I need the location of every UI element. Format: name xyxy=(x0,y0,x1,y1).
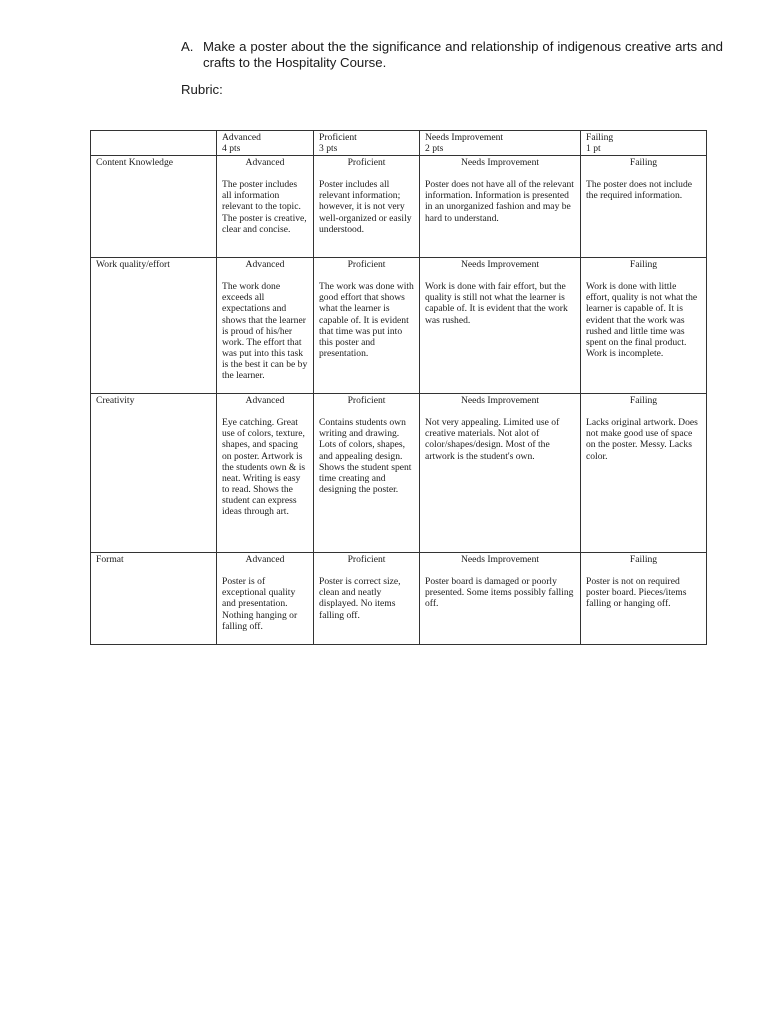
level-label: Advanced xyxy=(245,259,285,271)
level-label: Proficient xyxy=(347,157,386,169)
rubric-cell xyxy=(314,156,420,258)
criterion-cell: Work quality/effort xyxy=(91,258,217,394)
rubric-row-content-knowledge xyxy=(91,156,707,258)
rubric-row-work-quality xyxy=(91,258,707,394)
rubric-cell xyxy=(420,553,581,645)
header-criterion-cell xyxy=(91,131,217,156)
level-description: Poster is not on required poster board. Pieces/items falling or hanging off. xyxy=(586,576,687,610)
level-label: Proficient xyxy=(347,395,386,407)
rubric-cell xyxy=(581,394,707,553)
level-label: Failing xyxy=(629,259,658,271)
level-description: Poster includes all relevant information; however, it is not very well-organized or easily understood. xyxy=(319,179,412,235)
level-description: Lacks original artwork. Does not make good use of space on the poster. Messy. Lacks color. xyxy=(586,417,698,462)
header-points: 3 pts xyxy=(319,143,338,155)
level-label: Advanced xyxy=(245,395,285,407)
level-description: Work is done with little effort, quality is not what the learner is capable of. It is evident that the work was rushed and little time was spent on the final product. Work is incomplete. xyxy=(586,281,698,359)
header-points: 1 pt xyxy=(586,143,601,155)
header-proficient xyxy=(314,131,420,156)
rubric-cell xyxy=(581,258,707,394)
level-label: Proficient xyxy=(347,259,386,271)
rubric-header-row xyxy=(91,131,707,156)
rubric-row-creativity xyxy=(91,394,707,553)
level-description: The poster does not include the required information. xyxy=(586,179,693,202)
level-label: Proficient xyxy=(347,554,386,566)
level-label: Needs Improvement xyxy=(460,554,540,566)
instruction-text: Make a poster about the the significance and relationship of indigenous creative arts and crafts to the Hospitality Course. xyxy=(203,39,723,70)
level-description: Contains students own writing and drawing. Lots of colors, shapes, and appealing design. Shows the student spent time creating and designing the poster. xyxy=(319,417,412,495)
rubric-cell xyxy=(314,394,420,553)
criterion-cell: Format xyxy=(91,553,217,645)
rubric-label: Rubric: xyxy=(181,82,223,97)
rubric-cell xyxy=(420,394,581,553)
header-title: Advanced xyxy=(222,132,261,143)
level-description: The work was done with good effort that shows what the learner is capable of. It is evident that time was put into this poster and presentation. xyxy=(319,281,414,359)
header-points: 2 pts xyxy=(425,143,444,155)
level-label: Advanced xyxy=(245,157,285,169)
header-needs-improvement xyxy=(420,131,581,156)
level-label: Advanced xyxy=(245,554,285,566)
rubric-cell xyxy=(314,553,420,645)
instruction-item xyxy=(181,39,723,71)
instruction-marker: A. xyxy=(181,39,194,54)
level-label: Needs Improvement xyxy=(460,395,540,407)
level-description: Poster is correct size, clean and neatly displayed. No items falling off. xyxy=(319,576,401,621)
header-title: Needs Improvement xyxy=(425,132,504,143)
level-description: Poster board is damaged or poorly presented. Some items possibly falling off. xyxy=(425,576,574,610)
level-description: The poster includes all information relevant to the topic. The poster is creative, clear and concise. xyxy=(222,179,307,235)
rubric-cell xyxy=(420,156,581,258)
level-description: The work done exceeds all expectations and shows that the learner is proud of his/her work. The effort that was put into this task is the best it can be by the learner. xyxy=(222,281,308,382)
rubric-cell xyxy=(217,553,314,645)
header-points: 4 pts xyxy=(222,143,241,155)
rubric-row-format xyxy=(91,553,707,645)
rubric-cell xyxy=(217,258,314,394)
rubric-cell xyxy=(217,394,314,553)
rubric-cell xyxy=(581,156,707,258)
level-description: Poster does not have all of the relevant information. Information is presented in an unorganized fashion and may be hard to understand. xyxy=(425,179,574,224)
level-description: Eye catching. Great use of colors, texture, shapes, and spacing on poster. Artwork is the students own & is neat. Writing is easy to read. Shows the student can express ideas through art. xyxy=(222,417,306,518)
rubric-cell xyxy=(581,553,707,645)
level-description: Poster is of exceptional quality and presentation. Nothing hanging or falling off. xyxy=(222,576,298,632)
header-title: Proficient xyxy=(319,132,357,143)
level-label: Failing xyxy=(629,554,658,566)
level-label: Needs Improvement xyxy=(460,259,540,271)
header-failing xyxy=(581,131,707,156)
level-description: Not very appealing. Limited use of creative materials. Not alot of color/shapes/design. Most of the artwork is the student's own. xyxy=(425,417,560,462)
rubric-cell xyxy=(217,156,314,258)
rubric-cell xyxy=(314,258,420,394)
level-label: Failing xyxy=(629,157,658,169)
level-description: Work is done with fair effort, but the quality is still not what the learner is capable of. It is evident that the work was rushed. xyxy=(425,281,568,326)
header-advanced xyxy=(217,131,314,156)
criterion-cell: Creativity xyxy=(91,394,217,553)
rubric-cell xyxy=(420,258,581,394)
criterion-cell: Content Knowledge xyxy=(91,156,217,258)
level-label: Failing xyxy=(629,395,658,407)
level-label: Needs Improvement xyxy=(460,157,540,169)
header-title: Failing xyxy=(586,132,614,143)
rubric-table xyxy=(90,130,707,645)
